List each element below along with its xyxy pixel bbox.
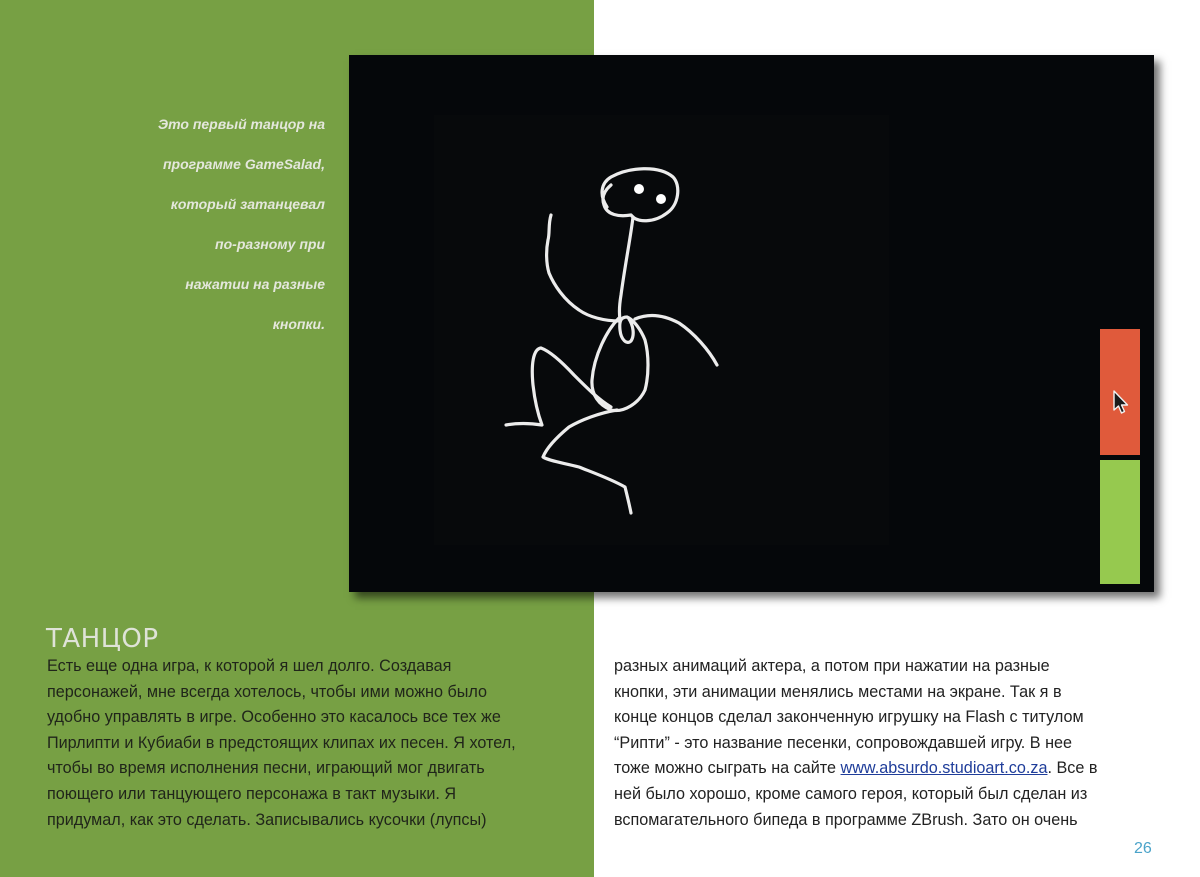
text-line: Пирлипти и Кубиаби в предстоящих клипах их песен. Я хотел, xyxy=(47,733,516,752)
left-text-column xyxy=(47,654,587,833)
text-line: конце концов сделал законченную игрушку на Flash с титулом xyxy=(614,708,1084,727)
text-line: удобно управлять в игре. Особенно это касалось все тех же xyxy=(47,708,501,727)
caption-line: по-разному при xyxy=(215,236,325,252)
game-screenshot xyxy=(349,55,1154,592)
page-number: 26 xyxy=(1134,840,1152,857)
text-line: персонажей, мне всегда хотелось, чтобы ими можно было xyxy=(47,682,488,701)
link-prefix: тоже можно сыграть на сайте xyxy=(614,759,841,778)
text-line-with-link xyxy=(614,756,1174,782)
website-link[interactable]: www.absurdo.studioart.co.za xyxy=(840,759,1048,778)
text-line: ней было хорошо, кроме самого героя, который был сделан из xyxy=(614,784,1088,803)
link-suffix: . Все в xyxy=(1047,759,1098,778)
text-line: кнопки, эти анимации менялись местами на экране. Так я в xyxy=(614,682,1062,701)
text-line: придумал, как это сделать. Записывались кусочки (лупсы) xyxy=(47,810,487,829)
text-line: разных анимаций актера, а потом при нажатии на разные xyxy=(614,657,1050,675)
caption-line: Это первый танцор на xyxy=(158,116,325,132)
caption-line: программе GameSalad, xyxy=(162,156,325,172)
text-line: поющего или танцующего персонажа в такт музыки. Я xyxy=(47,784,457,803)
arrow-cursor-icon xyxy=(1112,390,1130,416)
caption-line: нажатии на разные xyxy=(185,276,325,292)
stick-figure-dancer-icon xyxy=(349,55,1154,592)
text-line: вспомагательного бипеда в программе ZBrush. Зато он очень xyxy=(614,810,1078,829)
text-line: Есть еще одна игра, к которой я шел долго. Создавая xyxy=(47,657,452,675)
text-line: “Рипти” - это название песенки, сопровождавшей игру. В нее xyxy=(614,733,1073,752)
caption-line: который затанцевал xyxy=(170,196,325,212)
text-line: чтобы во время исполнения песни, играющий мог двигать xyxy=(47,759,485,778)
section-title: ТАНЦОР xyxy=(46,623,159,654)
caption-line: кнопки. xyxy=(272,316,325,332)
right-text-column xyxy=(614,654,1174,833)
dance-button-green[interactable] xyxy=(1100,460,1140,584)
image-caption xyxy=(120,94,325,354)
